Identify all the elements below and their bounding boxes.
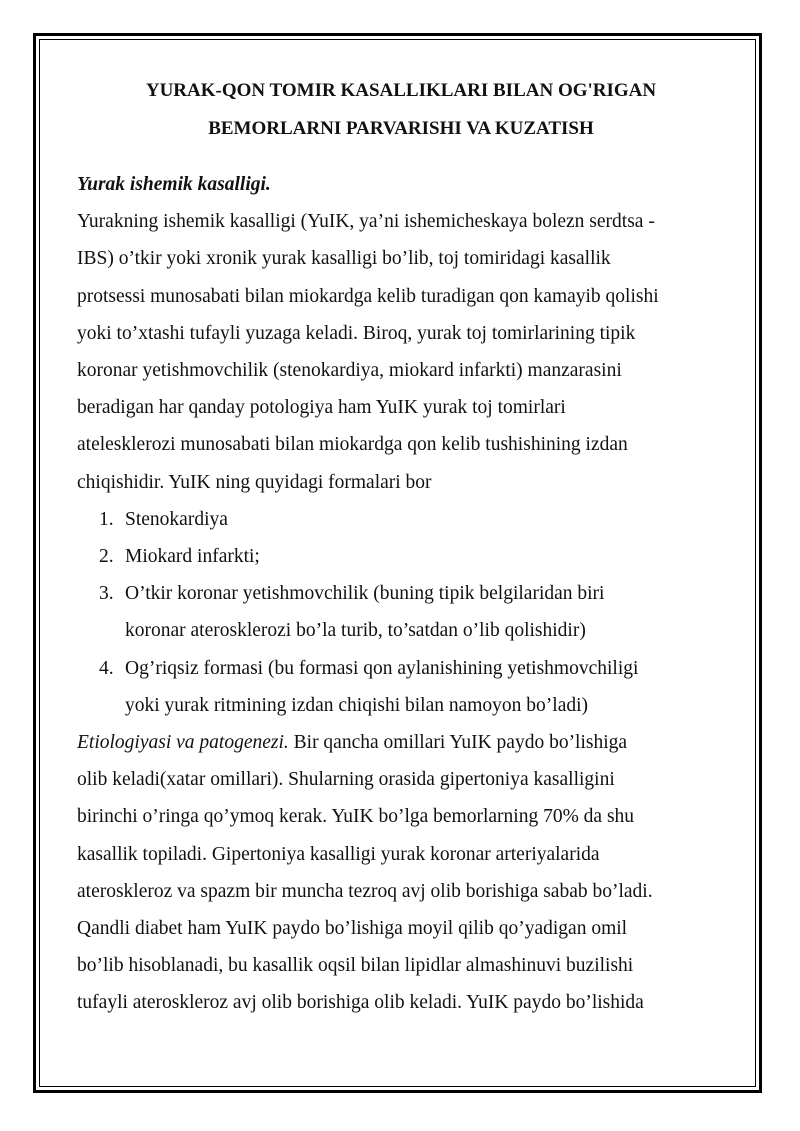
list-number: 3. bbox=[99, 583, 114, 605]
title-line-2: BEMORLARNI PARVARISHI VA KUZATISH bbox=[208, 117, 594, 139]
paragraph-line: atelesklerozi munosabati bilan miokardga qon kelib tushishining izdan bbox=[77, 434, 628, 456]
paragraph-line: birinchi o’ringa qo’ymoq kerak. YuIK bo’lga bemorlarning 70% da shu bbox=[77, 806, 635, 828]
paragraph-line: koronar yetishmovchilik (stenokardiya, miokard infarkti) manzarasini bbox=[77, 360, 622, 382]
list-item bbox=[77, 538, 725, 575]
paragraph-line: yoki to’xtashi tufayli yuzaga keladi. Biroq, yurak toj tomirlarining tipik bbox=[77, 322, 636, 344]
paragraph-line: Yurakning ishemik kasalligi (YuIK, ya’ni ishemicheskaya bolezn serdtsa - bbox=[77, 211, 655, 233]
list-item bbox=[77, 575, 725, 649]
title-line-1: YURAK-QON TOMIR KASALLIKLARI BILAN OG'RIGAN bbox=[145, 80, 657, 101]
paragraph-line bbox=[77, 724, 725, 761]
paragraph-line: ateroskleroz va spazm bir muncha tezroq avj olib borishiga sabab bo’ladi. bbox=[77, 880, 653, 902]
document-body bbox=[77, 72, 725, 1022]
paragraph-line: protsessi munosabati bilan miokardga kelib turadigan qon kamayib qolishi bbox=[77, 285, 659, 307]
paragraph-line: chiqishidir. YuIK ning quyidagi formalari bor bbox=[77, 471, 432, 493]
list-item-text: koronar aterosklerozi bo’la turib, to’satdan o’lib qolishidir) bbox=[125, 620, 586, 642]
list-item bbox=[77, 501, 725, 538]
list-item-text: Miokard infarkti; bbox=[125, 546, 260, 568]
list-item-text: Stenokardiya bbox=[125, 508, 228, 530]
paragraph-line: beradigan har qanday potologiya ham YuIK yurak toj tomirlari bbox=[77, 397, 566, 419]
list-number: 2. bbox=[99, 546, 114, 568]
etiology-lead: Etiologiyasi va patogenezi. bbox=[77, 732, 289, 754]
paragraph-line: tufayli ateroskleroz avj olib borishiga olib keladi. YuIK paydo bo’lishida bbox=[77, 992, 644, 1014]
list-item-text: yoki yurak ritmining izdan chiqishi bilan namoyon bo’ladi) bbox=[125, 694, 589, 716]
paragraph-line: olib keladi(xatar omillari). Shularning orasida gipertoniya kasalligini bbox=[77, 769, 615, 791]
list-number: 1. bbox=[99, 508, 114, 530]
document-title bbox=[77, 72, 725, 147]
intro-paragraph bbox=[77, 203, 725, 501]
list-number: 4. bbox=[99, 657, 114, 679]
paragraph-line: bo’lib hisoblanadi, bu kasallik oqsil bilan lipidlar almashinuvi buzilishi bbox=[77, 955, 634, 977]
list-item-text: Og’riqsiz formasi (bu formasi qon aylanishining yetishmovchiligi bbox=[125, 657, 639, 679]
paragraph-line: Qandli diabet ham YuIK paydo bo’lishiga moyil qilib qo’yadigan omil bbox=[77, 918, 628, 940]
list-item-text: O’tkir koronar yetishmovchilik (buning tipik belgilaridan biri bbox=[125, 583, 605, 605]
forms-list bbox=[77, 501, 725, 724]
etiology-first-line: Bir qancha omillari YuIK paydo bo’lishiga bbox=[288, 732, 628, 754]
list-item bbox=[77, 650, 725, 724]
paragraph-line: kasallik topiladi. Gipertoniya kasalligi yurak koronar arteriyalarida bbox=[77, 843, 600, 865]
etiology-paragraph bbox=[77, 724, 725, 1022]
section-heading: Yurak ishemik kasalligi. bbox=[77, 174, 271, 195]
paragraph-line: IBS) o’tkir yoki xronik yurak kasalligi bo’lib, toj tomiridagi kasallik bbox=[77, 248, 611, 270]
